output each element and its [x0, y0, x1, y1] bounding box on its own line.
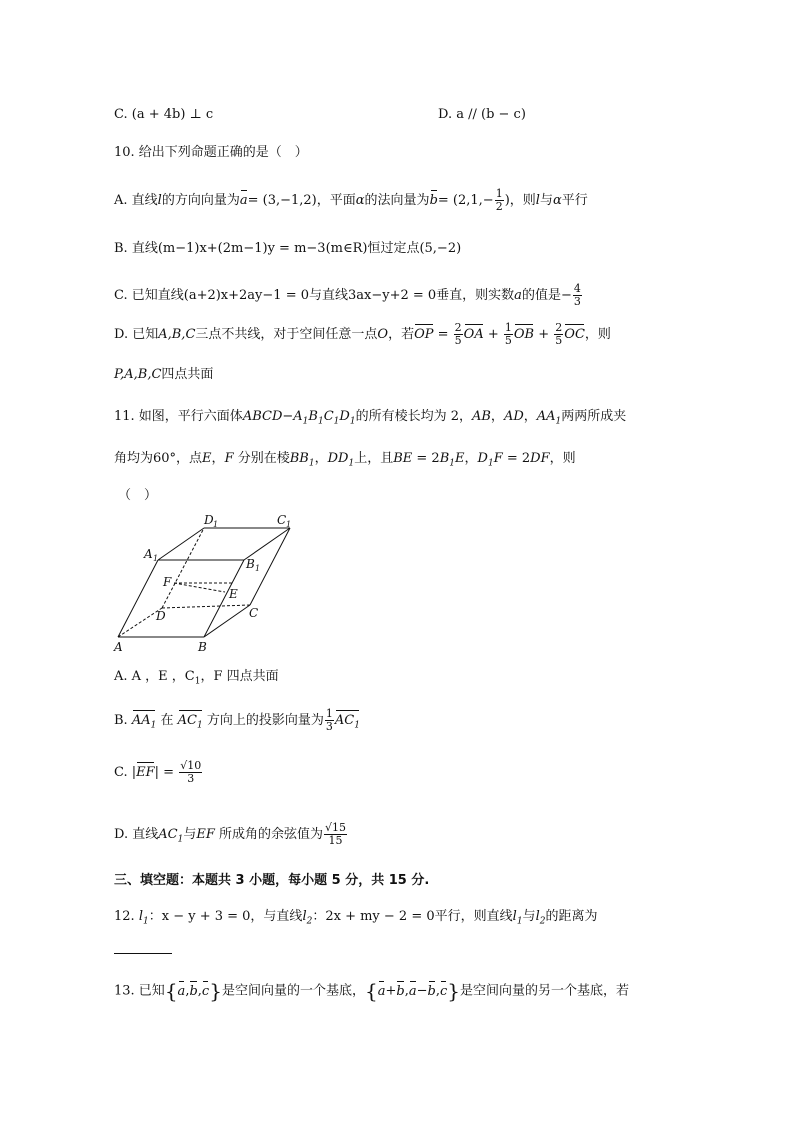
- label-a: A: [114, 640, 123, 654]
- label-e: E: [229, 587, 238, 601]
- q10-a-post3: 平行: [561, 193, 588, 208]
- q10-a-mid2: ，平面: [316, 193, 356, 208]
- edge-aa1: [118, 560, 158, 637]
- svg-text:1: 1: [255, 564, 261, 573]
- q12-blank-line[interactable]: [114, 953, 172, 954]
- edge-dc: [162, 605, 250, 608]
- q11-stem-pre: 11. 如图，平行六面体: [114, 409, 243, 424]
- label-b1: B: [246, 557, 255, 571]
- fraction-one-half: $\frac{1}{2}$: [495, 187, 503, 213]
- label-c1: C: [277, 513, 287, 527]
- q11-paren: [118, 487, 157, 505]
- q11-stem-end: 两两所成夹: [561, 409, 627, 424]
- edge-bc: [204, 605, 250, 637]
- q11-d-pre: D. 直线: [114, 827, 159, 842]
- q9-option-d: [438, 106, 526, 124]
- q10-d-line2-points: P,A,B,C: [114, 367, 162, 382]
- q11-b-mid: 在: [160, 713, 174, 728]
- q10-option-b: [114, 240, 461, 258]
- q11-line2-pre: 角均为60°，点: [114, 451, 203, 466]
- q11-b-mid2: 方向上的投影向量为: [206, 713, 324, 728]
- q10-option-d: D. 已知A,B,C三点不共线，对于空间任意一点O，若OP = $\frac{2}{5}$ OA + $\frac{1}{5}$ OB + $\frac{2}{5}$ OC，则: [114, 321, 611, 347]
- q12-text4: 的距离为: [545, 909, 598, 924]
- q11-option-c: C. |EF| = $\frac{√10}{3}$: [114, 759, 202, 785]
- q10-a-mid1: 的方向向量为: [161, 193, 240, 208]
- q11-stem: 11. 如图，平行六面体$ABCD-A_1B_1C_1D_1$的所有棱长均为 2，AB，AD，$AA_1$两两所成夹: [114, 409, 627, 427]
- q11-line2-mid2: 上，且: [354, 451, 394, 466]
- q10-d-pre: D. 已知: [114, 327, 159, 342]
- fraction-four-thirds: $\frac{4}{3}$: [573, 282, 581, 308]
- q11-line2-mid: 分别在棱: [237, 451, 290, 466]
- q10-stem: [114, 144, 308, 162]
- q12-answer-blank[interactable]: [114, 942, 172, 960]
- segment-fe: [174, 583, 225, 592]
- label-f: F: [163, 575, 172, 589]
- q11-stem-mid: 的所有棱长均为 2，: [355, 409, 472, 424]
- q13-end: 是空间向量的另一个基底，若: [459, 983, 629, 999]
- q11-option-a: A. A ，E ，$C_1$，F 四点共面: [114, 669, 279, 687]
- q12-text: 12. $l_1$：x − y + 3 = 0，与直线$l_2$：2x + my − 2 = 0平行，则直线$l_1$与$l_2$的距离为: [114, 909, 598, 927]
- q10-c-pre: C. 已知直线(a+2)x+2ay−1 = 0与直线3ax−y+2 = 0垂直，则实数: [114, 288, 515, 303]
- section-3-heading: [114, 872, 429, 890]
- parallelepiped-figure: [110, 510, 310, 655]
- edge-a1d1: [158, 528, 204, 560]
- q10-a-post: )，则: [504, 193, 536, 208]
- q11-b-pre: B.: [114, 713, 128, 728]
- q10-option-d-line2: [114, 366, 213, 384]
- q10-a-mid3: 的法向量为: [364, 193, 430, 208]
- edge-bb1: [204, 560, 244, 637]
- q10-d-points: A,B,C: [158, 327, 196, 342]
- label-d1: D: [204, 513, 214, 527]
- q12-text2: ：2x + my − 2 = 0平行，则直线: [312, 909, 513, 924]
- q10-d-post: ，则: [584, 327, 611, 342]
- label-a1: A: [144, 547, 153, 561]
- q12-text1: ：x − y + 3 = 0，与直线: [148, 909, 303, 924]
- q10-a-post2: 与: [539, 193, 553, 208]
- q10-a-pre: A. 直线: [114, 193, 158, 208]
- label-d: D: [156, 609, 166, 623]
- q12-text3: 与: [522, 909, 536, 924]
- edge-dd1: [162, 528, 204, 608]
- q10-stem-text: 10. 给出下列命题正确的是（ ）: [114, 145, 308, 160]
- label-c: C: [249, 606, 259, 620]
- label-b: B: [198, 640, 207, 654]
- q10-a-vec-a: = (3,−1,2): [247, 193, 317, 208]
- q11-option-d: D. 直线$AC_1$与EF 所成角的余弦值为 $\frac{√15}{15}$: [114, 821, 347, 847]
- q11-d-mid2: 所成角的余弦值为: [218, 827, 323, 842]
- q9-option-c-text: C. (a + 4b) ⊥ c: [114, 107, 214, 122]
- q13-pre: 13. 已知: [114, 983, 165, 999]
- q13-mid: 是空间向量的一个基底，: [221, 983, 365, 999]
- section-3-heading-text: 三、填空题：本题共 3 小题，每小题 5 分，共 15 分.: [114, 873, 430, 888]
- q10-d-mid2: ，若: [388, 327, 415, 342]
- svg-text:1: 1: [286, 520, 292, 529]
- q10-b-text: B. 直线(m−1)x+(2m−1)y = m−3(m∈R)恒过定点(5,−2): [114, 241, 462, 256]
- q10-c-mid: 的值是−: [521, 288, 572, 303]
- q10-option-a: A. 直线l的方向向量为a= (3,−1,2)，平面α的法向量为b= (2,1,− $\frac{1}{2}$ )，则l与α平行: [114, 187, 588, 213]
- q10-d-mid: 三点不共线，对于空间任意一点: [195, 327, 378, 342]
- q11-option-b: B. $AA_1$ 在 $AC_1$ 方向上的投影向量为 $\frac{1}{3}$ $AC_1$: [114, 707, 360, 733]
- edge-b1c1: [244, 528, 290, 560]
- q11-paren-text: （ ）: [118, 488, 158, 503]
- q10-option-c: C. 已知直线(a+2)x+2ay−1 = 0与直线3ax−y+2 = 0垂直，则实数a的值是− $\frac{4}{3}$: [114, 282, 581, 308]
- q11-d-mid: 与: [183, 827, 197, 842]
- q12-pre: 12.: [114, 909, 135, 924]
- q10-d-line2: 四点共面: [161, 367, 214, 382]
- svg-text:1: 1: [153, 554, 159, 563]
- q11-a-end: ，F 四点共面: [200, 669, 279, 684]
- q11-c-pre: C.: [114, 765, 128, 780]
- svg-text:1: 1: [213, 520, 219, 529]
- q10-a-vec-b: = (2,1,−: [437, 193, 494, 208]
- q11-a-text: A. A ，E ，C: [114, 669, 195, 684]
- q9-option-c: [114, 106, 213, 124]
- q13-text: 13. 已知{a,b,c}是空间向量的一个基底，{a+b,a−b,c}是空间向量的另一个基底，若: [114, 979, 629, 1003]
- q9-option-d-text: D. a // (b − c): [438, 107, 526, 122]
- q11-line2-end: ，则: [549, 451, 576, 466]
- q11-stem-line2: 角均为60°，点E，F 分别在棱$BB_1$，$DD_1$上，且BE = $2B_1E$，$D_1F = 2DF$，则: [114, 451, 576, 469]
